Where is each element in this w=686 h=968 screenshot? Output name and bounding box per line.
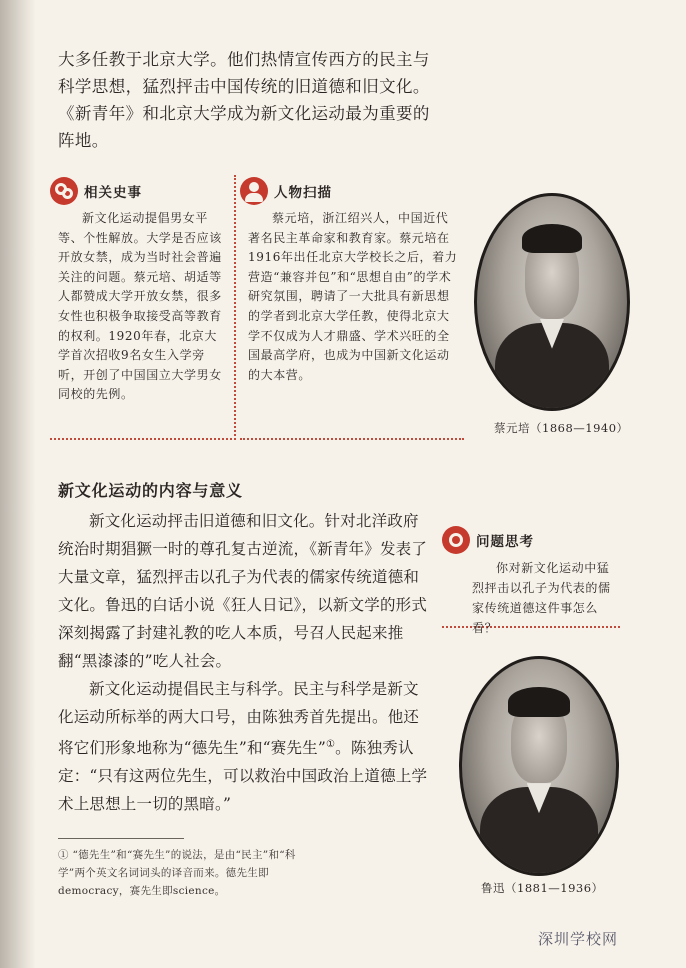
- question-header: [442, 524, 620, 556]
- footnote-divider: [58, 838, 184, 839]
- watermark: 深圳学校网: [538, 930, 619, 948]
- question-box: [442, 524, 620, 635]
- related-history-box: [50, 175, 236, 440]
- related-history-text: 新文化运动提倡男女平等、个性解放。大学是否应该开放女禁，成为当时社会普遍关注的问题。蔡元培、胡适等人都赞成大学开放女禁，很多女性也积极争取接受高等教育的权利。1920年春，北京大学首次招收9名女生入学旁听，开创了中国国立大学男女同校的先例。: [58, 211, 222, 402]
- related-history-title: 相关史事: [84, 185, 142, 201]
- intro-text: 大多任教于北京大学。他们热情宣传西方的民主与科学思想，猛烈抨击中国传统的旧道德和旧文化。《新青年》和北京大学成为新文化运动最为重要的阵地。: [58, 50, 430, 150]
- person-scan-title: 人物扫描: [274, 185, 332, 201]
- question-text: 你对新文化运动中猛烈抨击以孔子为代表的儒家传统道德这件事怎么看？: [472, 561, 611, 635]
- book-spine-shadow: [0, 0, 36, 968]
- person-scan-text: 蔡元培，浙江绍兴人，中国近代著名民主革命家和教育家。蔡元培在1916年出任北京大学校长之后，着力营造“兼容并包”和“思想自由”的学术研究氛围，聘请了一大批具有新思想的学者到北京大学任教，使得北京大学不仅成为人才鼎盛、学术兴旺的全国最高学府，也成为中国新文化运动的大本营。: [248, 211, 458, 382]
- person-icon: [240, 177, 268, 205]
- question-icon: [442, 526, 470, 554]
- section-paragraph-1: 新文化运动抨击旧道德和旧文化。针对北洋政府统治时期猖獗一时的尊孔复古逆流，《新青年》发表了大量文章，猛烈抨击以孔子为代表的儒家传统道德和文化。鲁迅的白话小说《狂人日记》，以新文学的形式深刻揭露了封建礼教的吃人本质，号召人民起来推翻“黑漆漆的”吃人社会。: [58, 512, 428, 670]
- cai-yuanpei-caption: 蔡元培（1868—1940）: [494, 421, 629, 435]
- section-paragraph-2: 新文化运动提倡民主与科学。民主与科学是新文化运动所标举的两大口号，由陈独秀首先提出。他还将它们形象地称为“德先生”和“赛先生”①。陈独秀认定：“只有这两位先生，可以救治中国政治上道德上学术上思想上一切的黑暗。”: [58, 680, 428, 814]
- twin-circles-icon: [50, 177, 78, 205]
- cai-yuanpei-portrait: [474, 193, 630, 411]
- footnote: ① “德先生”和“赛先生”的说法，是由“民主”和“科学”两个英文名词词头的译音而来。德先生即democracy，赛先生即science。: [58, 849, 296, 897]
- intro-paragraph: [58, 46, 438, 154]
- related-history-header: [50, 175, 234, 207]
- lu-xun-caption: 鲁迅（1881—1936）: [481, 881, 604, 895]
- footnote-marker: ①: [326, 739, 336, 750]
- section-body: [58, 507, 430, 818]
- person-scan-header: [240, 175, 464, 207]
- person-scan-box: [240, 175, 464, 440]
- question-title: 问题思考: [476, 534, 534, 550]
- section-title: 新文化运动的内容与意义: [58, 481, 243, 500]
- lu-xun-portrait: [459, 656, 619, 876]
